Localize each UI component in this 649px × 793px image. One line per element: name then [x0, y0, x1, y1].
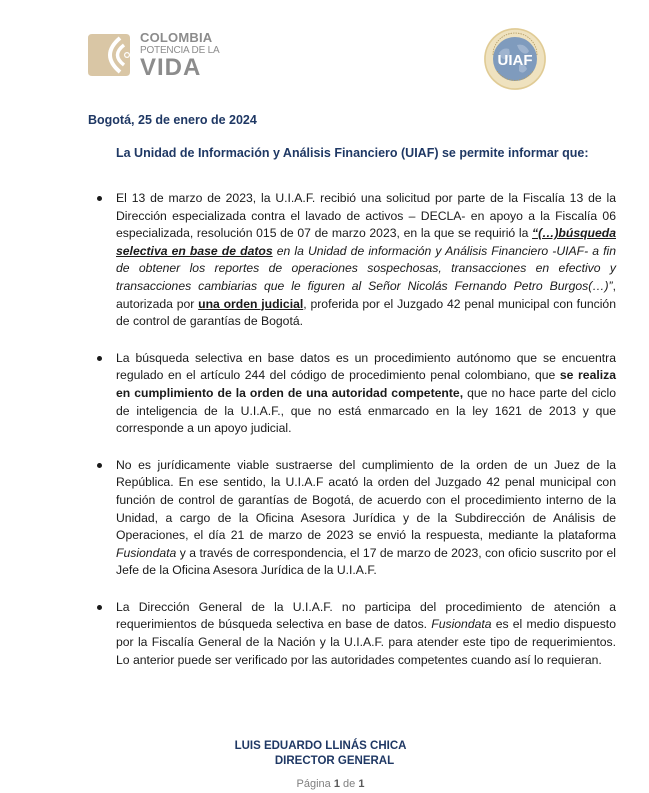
competent-authority-emphasis: se realiza en cumplimiento de la orden de una autoridad competente,	[116, 368, 616, 400]
list-item: No es jurídicamente viable sustraerse del cumplimiento de la orden de un Juez de la República. En ese sentido, la U.I.A.F acató la orden del Juzgado 42 penal municipal con función de control de garantías de Bogotá, de acuerdo con el procedimiento interno de la Unidad, a cargo de la Oficina Asesora Jurídica y de la Subdirección de Análisis de Operaciones, el día 21 de marzo de 2023 se envió la respuesta, mediante la plataforma Fusiondata y a través de correspondencia, el 17 de marzo de 2023, con oficio suscrito por el Jefe de la Oficina Asesora Jurídica de la U.I.A.F.	[96, 457, 616, 580]
letter-intro: La Unidad de Información y Análisis Financiero (UIAF) se permite informar que:	[116, 146, 589, 160]
quoted-request-body: en la Unidad de información y Análisis Financiero -UIAF- a fin de obtener los reportes de operaciones sospechosas, transacciones en efectivo y transacciones cambiarias que le figuren al Señor Nicolás Fernando Petro Burgos(…)”	[116, 243, 616, 293]
page-number: Página 1 de 1	[296, 778, 365, 790]
platform-name: Fusiondata	[431, 617, 492, 632]
logo-line-vida: VIDA	[140, 53, 202, 81]
logo-line-potencia: POTENCIA DE LA	[140, 44, 220, 56]
bullet-icon	[97, 356, 102, 361]
list-item: La Dirección General de la U.I.A.F. no participa del procedimiento de atención a requerimientos de búsqueda selectiva en base de datos. Fusiondata es el medio dispuesto por la Fiscalía General de la Nación y la U.I.A.F. para atender este tipo de requerimientos. Lo anterior puede ser verificado por las autoridades competentes cuando así lo requieran.	[96, 599, 616, 669]
svg-text:UIAF: UIAF	[497, 52, 533, 69]
list-item: La búsqueda selectiva en base datos es un procedimiento autónomo que se encuentra regulado en el artículo 244 del código de procedimiento penal colombiano, que se realiza en cumplimiento de la orden de una autoridad competente, que no hace parte del ciclo de inteligencia de la U.I.A.F., que no está enmarcado en la ley 1621 de 2013 y que corresponde a un apoyo judicial.	[96, 350, 616, 438]
bullet-icon	[97, 463, 102, 468]
list-item: El 13 de marzo de 2023, la U.I.A.F. recibió una solicitud por parte de la Fiscalía 13 de la Dirección especializada contra el lavado de activos – DECLA- en apoyo a la Fiscalía 06 especializada, resolución 015 de 07 de marzo 2023, en la que se requirió la “(…)búsqueda selectiva en base de datos en la Unidad de información y Análisis Financiero -UIAF- a fin de obtener los reportes de operaciones sospechosas, transacciones en efectivo y transacciones cambiarias que le figuren al Señor Nicolás Fernando Petro Burgos(…)”, autorizada por una orden judicial, proferida por el Juzgado 42 penal municipal con función de control de garantías de Bogotá.	[96, 190, 616, 331]
statement-list	[96, 190, 616, 688]
quoted-request-title: “(…)búsqueda selectiva en base de datos	[116, 226, 616, 258]
logo-line-colombia: COLOMBIA	[140, 29, 213, 45]
signatory-name: LUIS EDUARDO LLINÁS CHICA	[234, 740, 407, 752]
judicial-order-emphasis: una orden judicial	[198, 296, 304, 311]
letter-date: Bogotá, 25 de enero de 2024	[88, 113, 257, 127]
colombia-potencia-de-la-vida-icon	[86, 32, 132, 78]
colombia-potencia-de-la-vida-logo	[86, 31, 226, 79]
bullet-icon	[97, 605, 102, 610]
platform-name: Fusiondata	[116, 545, 177, 560]
signatory-title: DIRECTOR GENERAL	[274, 755, 395, 767]
uiaf-seal-icon	[483, 27, 547, 91]
bullet-icon	[97, 196, 102, 201]
